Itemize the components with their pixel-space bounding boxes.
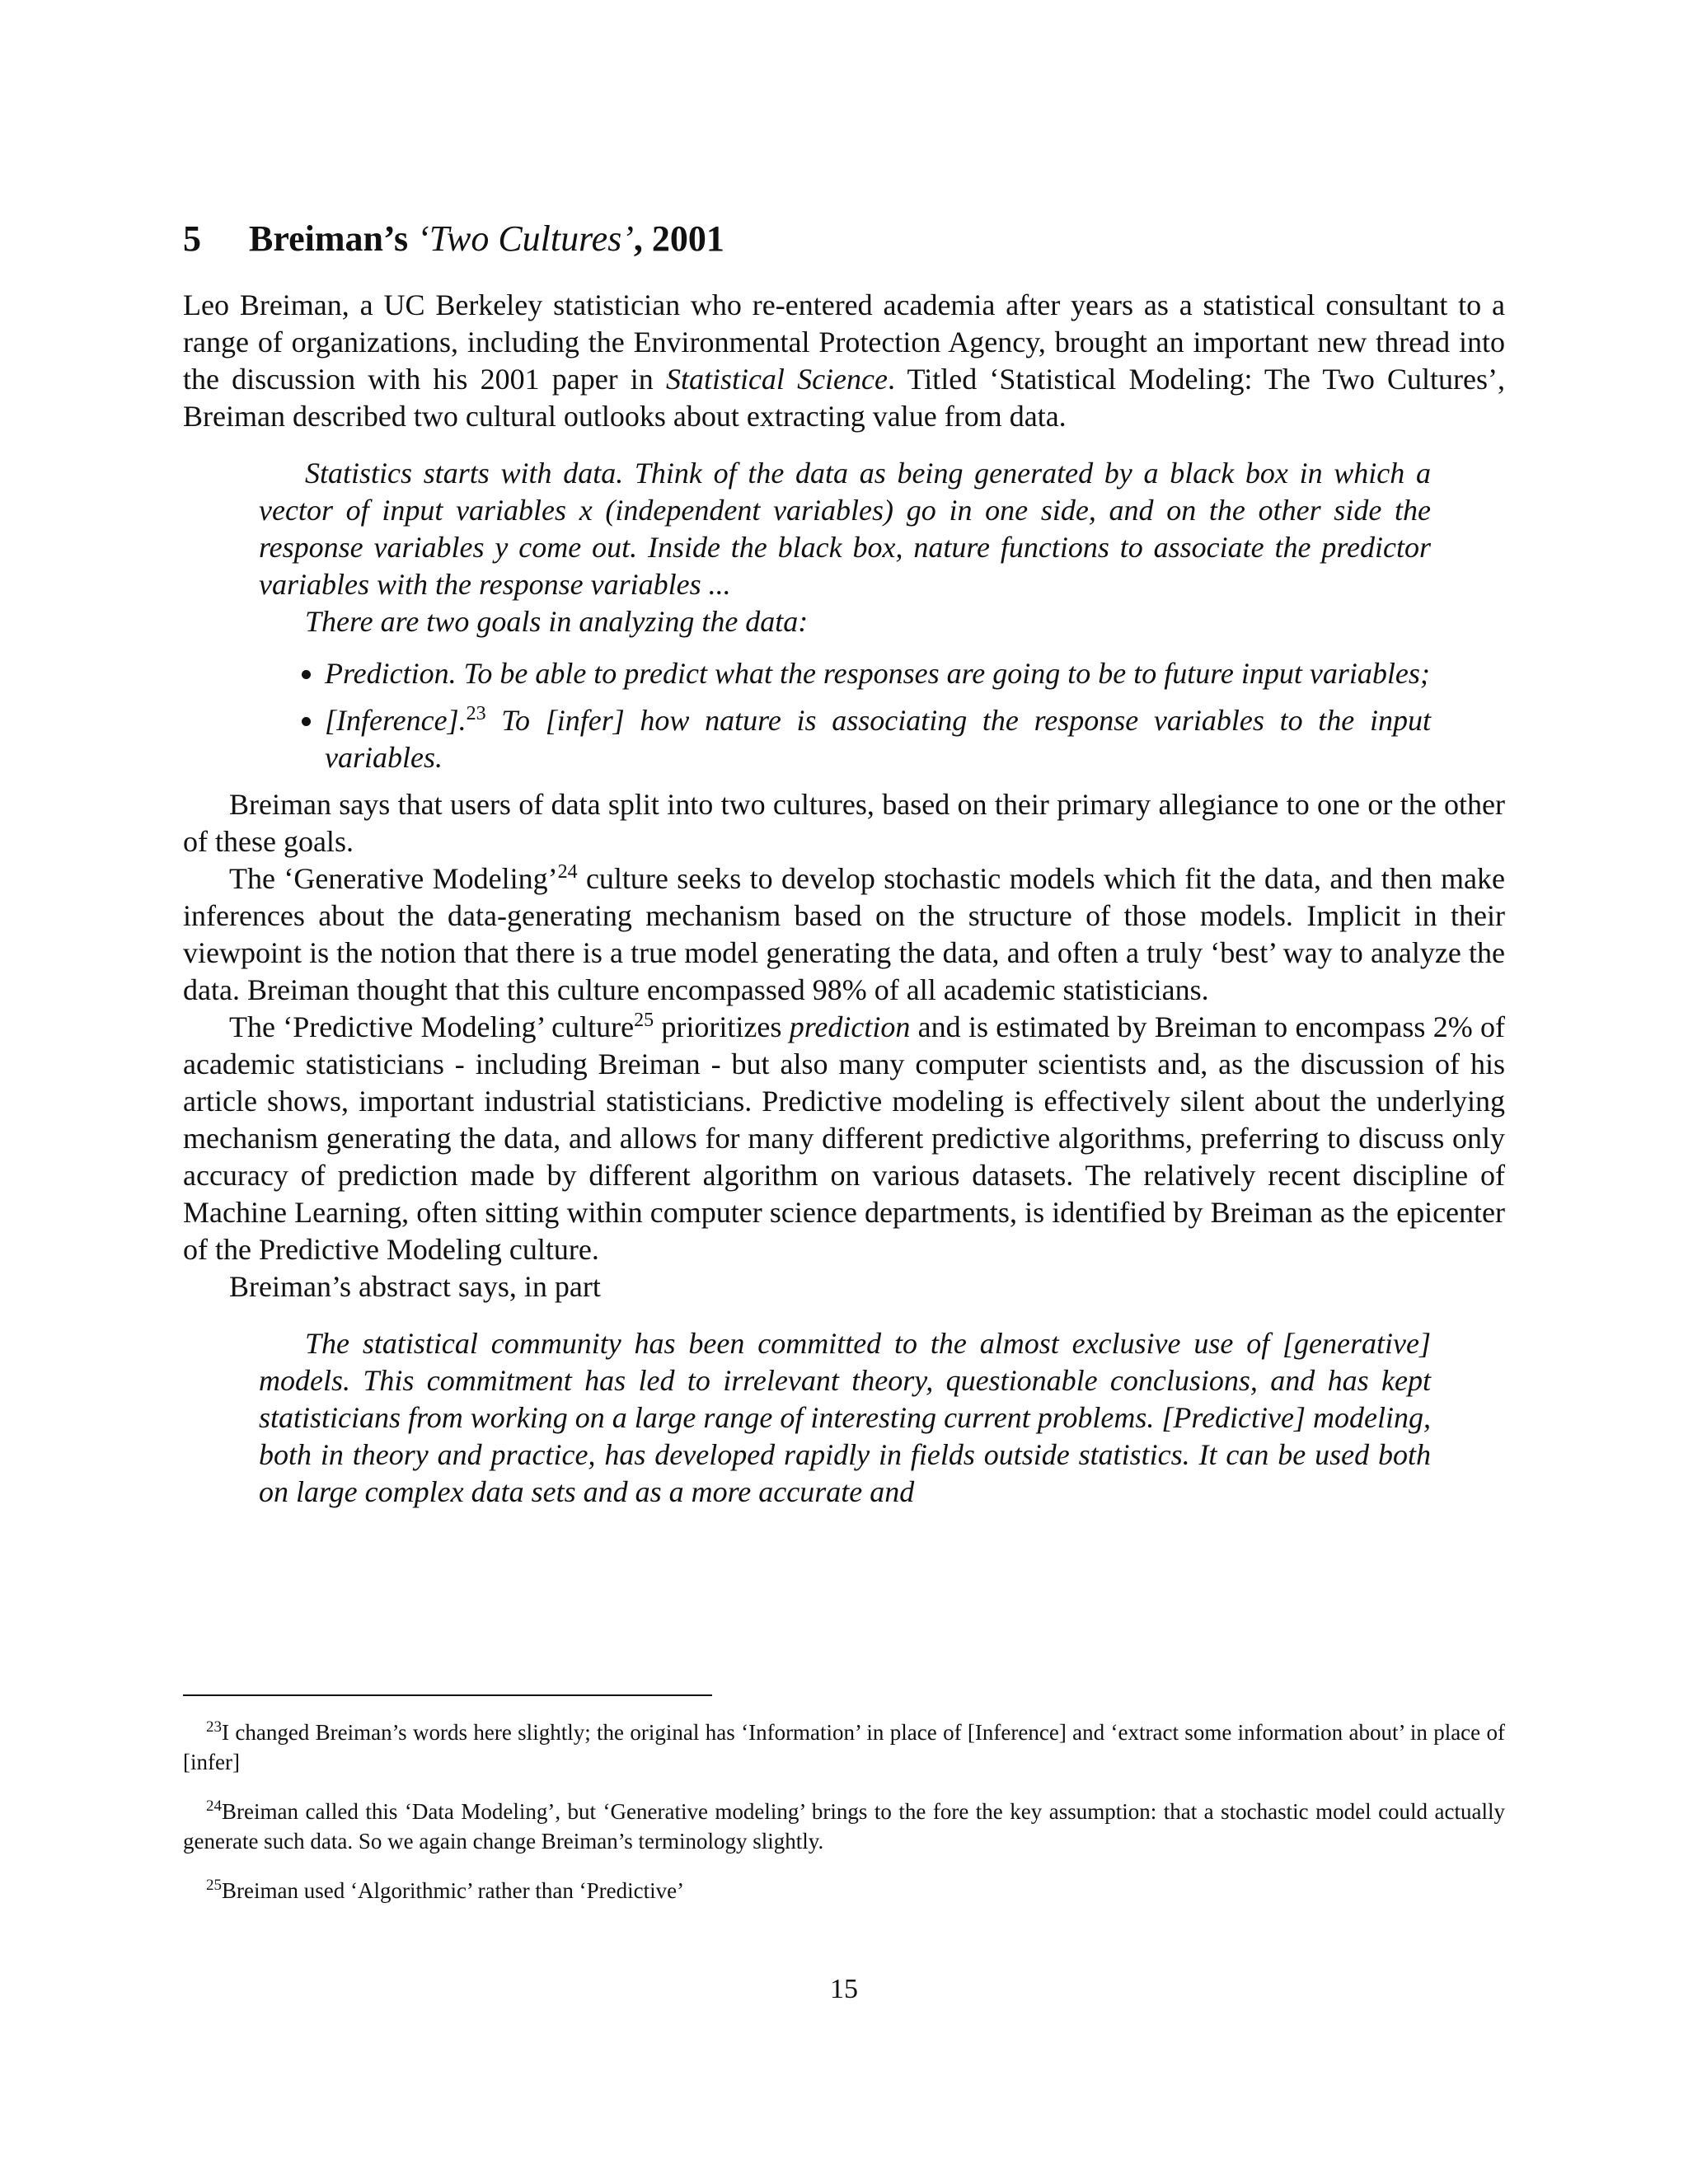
- page-number: 15: [830, 1974, 858, 2004]
- footnote-24: [183, 1797, 1505, 1856]
- section-number: 5: [183, 218, 201, 259]
- footnote-23: [183, 1718, 1505, 1777]
- goal-inference-text: To [infer] how nature is associating the response variables to the input variables.: [325, 704, 1431, 774]
- section-title-prefix: Breiman’s: [249, 218, 418, 259]
- predictive-text-mid: prioritizes: [654, 1010, 790, 1043]
- breiman-abstract-quote: [259, 1325, 1431, 1511]
- footnote-rule: [183, 1694, 712, 1696]
- footnote-25: [183, 1876, 1505, 1905]
- section-title-suffix: , 2001: [633, 218, 724, 259]
- goal-inference-label: [Inference].: [325, 704, 467, 737]
- footnote-number: 24: [206, 1797, 222, 1815]
- abstract-quote-text: The statistical community has been committed to the almost exclusive use of [generative] models. This commitment has led to irrelevant theory, questionable conclusions, and has kept statisticians from working on a large range of interesting current problems. [Predictive] modeling, both in theory and practice, has developed rapidly in fields outside statistics. It can be used both on large complex data sets and as a more accurate and: [259, 1327, 1431, 1508]
- intro-paragraph: [183, 287, 1505, 435]
- footnote-ref-24[interactable]: 24: [557, 861, 578, 883]
- footnote-ref-23[interactable]: 23: [466, 703, 486, 724]
- predictive-text-start: The ‘Predictive Modeling’ culture: [229, 1010, 635, 1043]
- footnotes: [183, 1718, 1505, 1925]
- predictive-text-end: and is estimated by Breiman to encompass 2% of academic statisticians - including Breiman - but also many computer scientists and, as the discussion of his article shows, important industrial statisticians. Predictive modeling is effectively silent about the underlying mechanism generating the data, and allows for many different predictive algorithms, preferring to discuss only accuracy of prediction made by different algorithm on various datasets. The relatively recent discipline of Machine Learning, often sitting within computer science departments, is identified by Breiman as the epicenter of the Predictive Modeling culture.: [183, 1010, 1506, 1266]
- goal-prediction: • Prediction. To be able to predict what the responses are going to be to future input variables;: [325, 655, 1431, 692]
- footnote-text: Breiman called this ‘Data Modeling’, but ‘Generative modeling’ brings to the fore the key assumption: that a stochastic model could actually generate such data. So we again change Breiman’s terminology slightly.: [183, 1799, 1505, 1854]
- goals-list: [259, 655, 1431, 776]
- goal-inference: [325, 702, 1431, 776]
- body-text: [183, 287, 1505, 1511]
- quote-two-goals: There are two goals in analyzing the data:: [305, 605, 809, 638]
- paper-page: [183, 0, 1505, 2184]
- journal-name: Statistical Science: [665, 363, 888, 396]
- generative-text-start: The ‘Generative Modeling’: [229, 862, 558, 895]
- intro-text-start: Leo Breiman, a UC Berkeley statistician who re-entered academia after years as a statistical consultant to a range of organizations, including the Environmental Protection Agency, brought an important new thread into the discussion with his 2001 paper in: [183, 288, 1505, 396]
- section-title-italic: ‘Two Cultures’: [417, 218, 634, 259]
- footnote-number: 25: [206, 1877, 222, 1894]
- cultures-paragraph: Breiman says that users of data split into two cultures, based on their primary allegiance to one or the other of these goals.: [183, 788, 1505, 858]
- footnote-ref-25[interactable]: 25: [634, 1010, 654, 1031]
- generative-paragraph: [183, 860, 1505, 1009]
- abstract-intro-paragraph: Breiman’s abstract says, in part: [229, 1270, 601, 1303]
- footnote-text: I changed Breiman’s words here slightly; the original has ‘Information’ in place of [Inference] and ‘extract some information about’ in place of [infer]: [183, 1720, 1505, 1774]
- prediction-emphasis: prediction: [789, 1010, 911, 1043]
- generative-text-end: culture seeks to develop stochastic models which fit the data, and then make inferences about the data-generating mechanism based on the structure of those models. Implicit in their viewpoint is the notion that there is a true model generating the data, and often a truly ‘best’ way to analyze the data. Breiman thought that this culture encompassed 98% of all academic statisticians.: [183, 862, 1505, 1006]
- footnote-number: 23: [206, 1718, 222, 1736]
- section-heading: [183, 216, 724, 262]
- intro-text-end: . Titled ‘Statistical Modeling: The Two Cultures’, Breiman described two cultural outlooks about extracting value from data.: [183, 363, 1505, 433]
- quote-black-box: Statistics starts with data. Think of the data as being generated by a black box in which a vector of input variables x (independent variables) go in one side, and on the other side the response variables y come out. Inside the black box, nature functions to associate the predictor variables with the response variables ...: [259, 457, 1431, 601]
- footnote-text: Breiman used ‘Algorithmic’ rather than ‘Predictive’: [222, 1878, 685, 1903]
- predictive-paragraph: [183, 1009, 1505, 1268]
- breiman-quote-goals: [259, 455, 1431, 776]
